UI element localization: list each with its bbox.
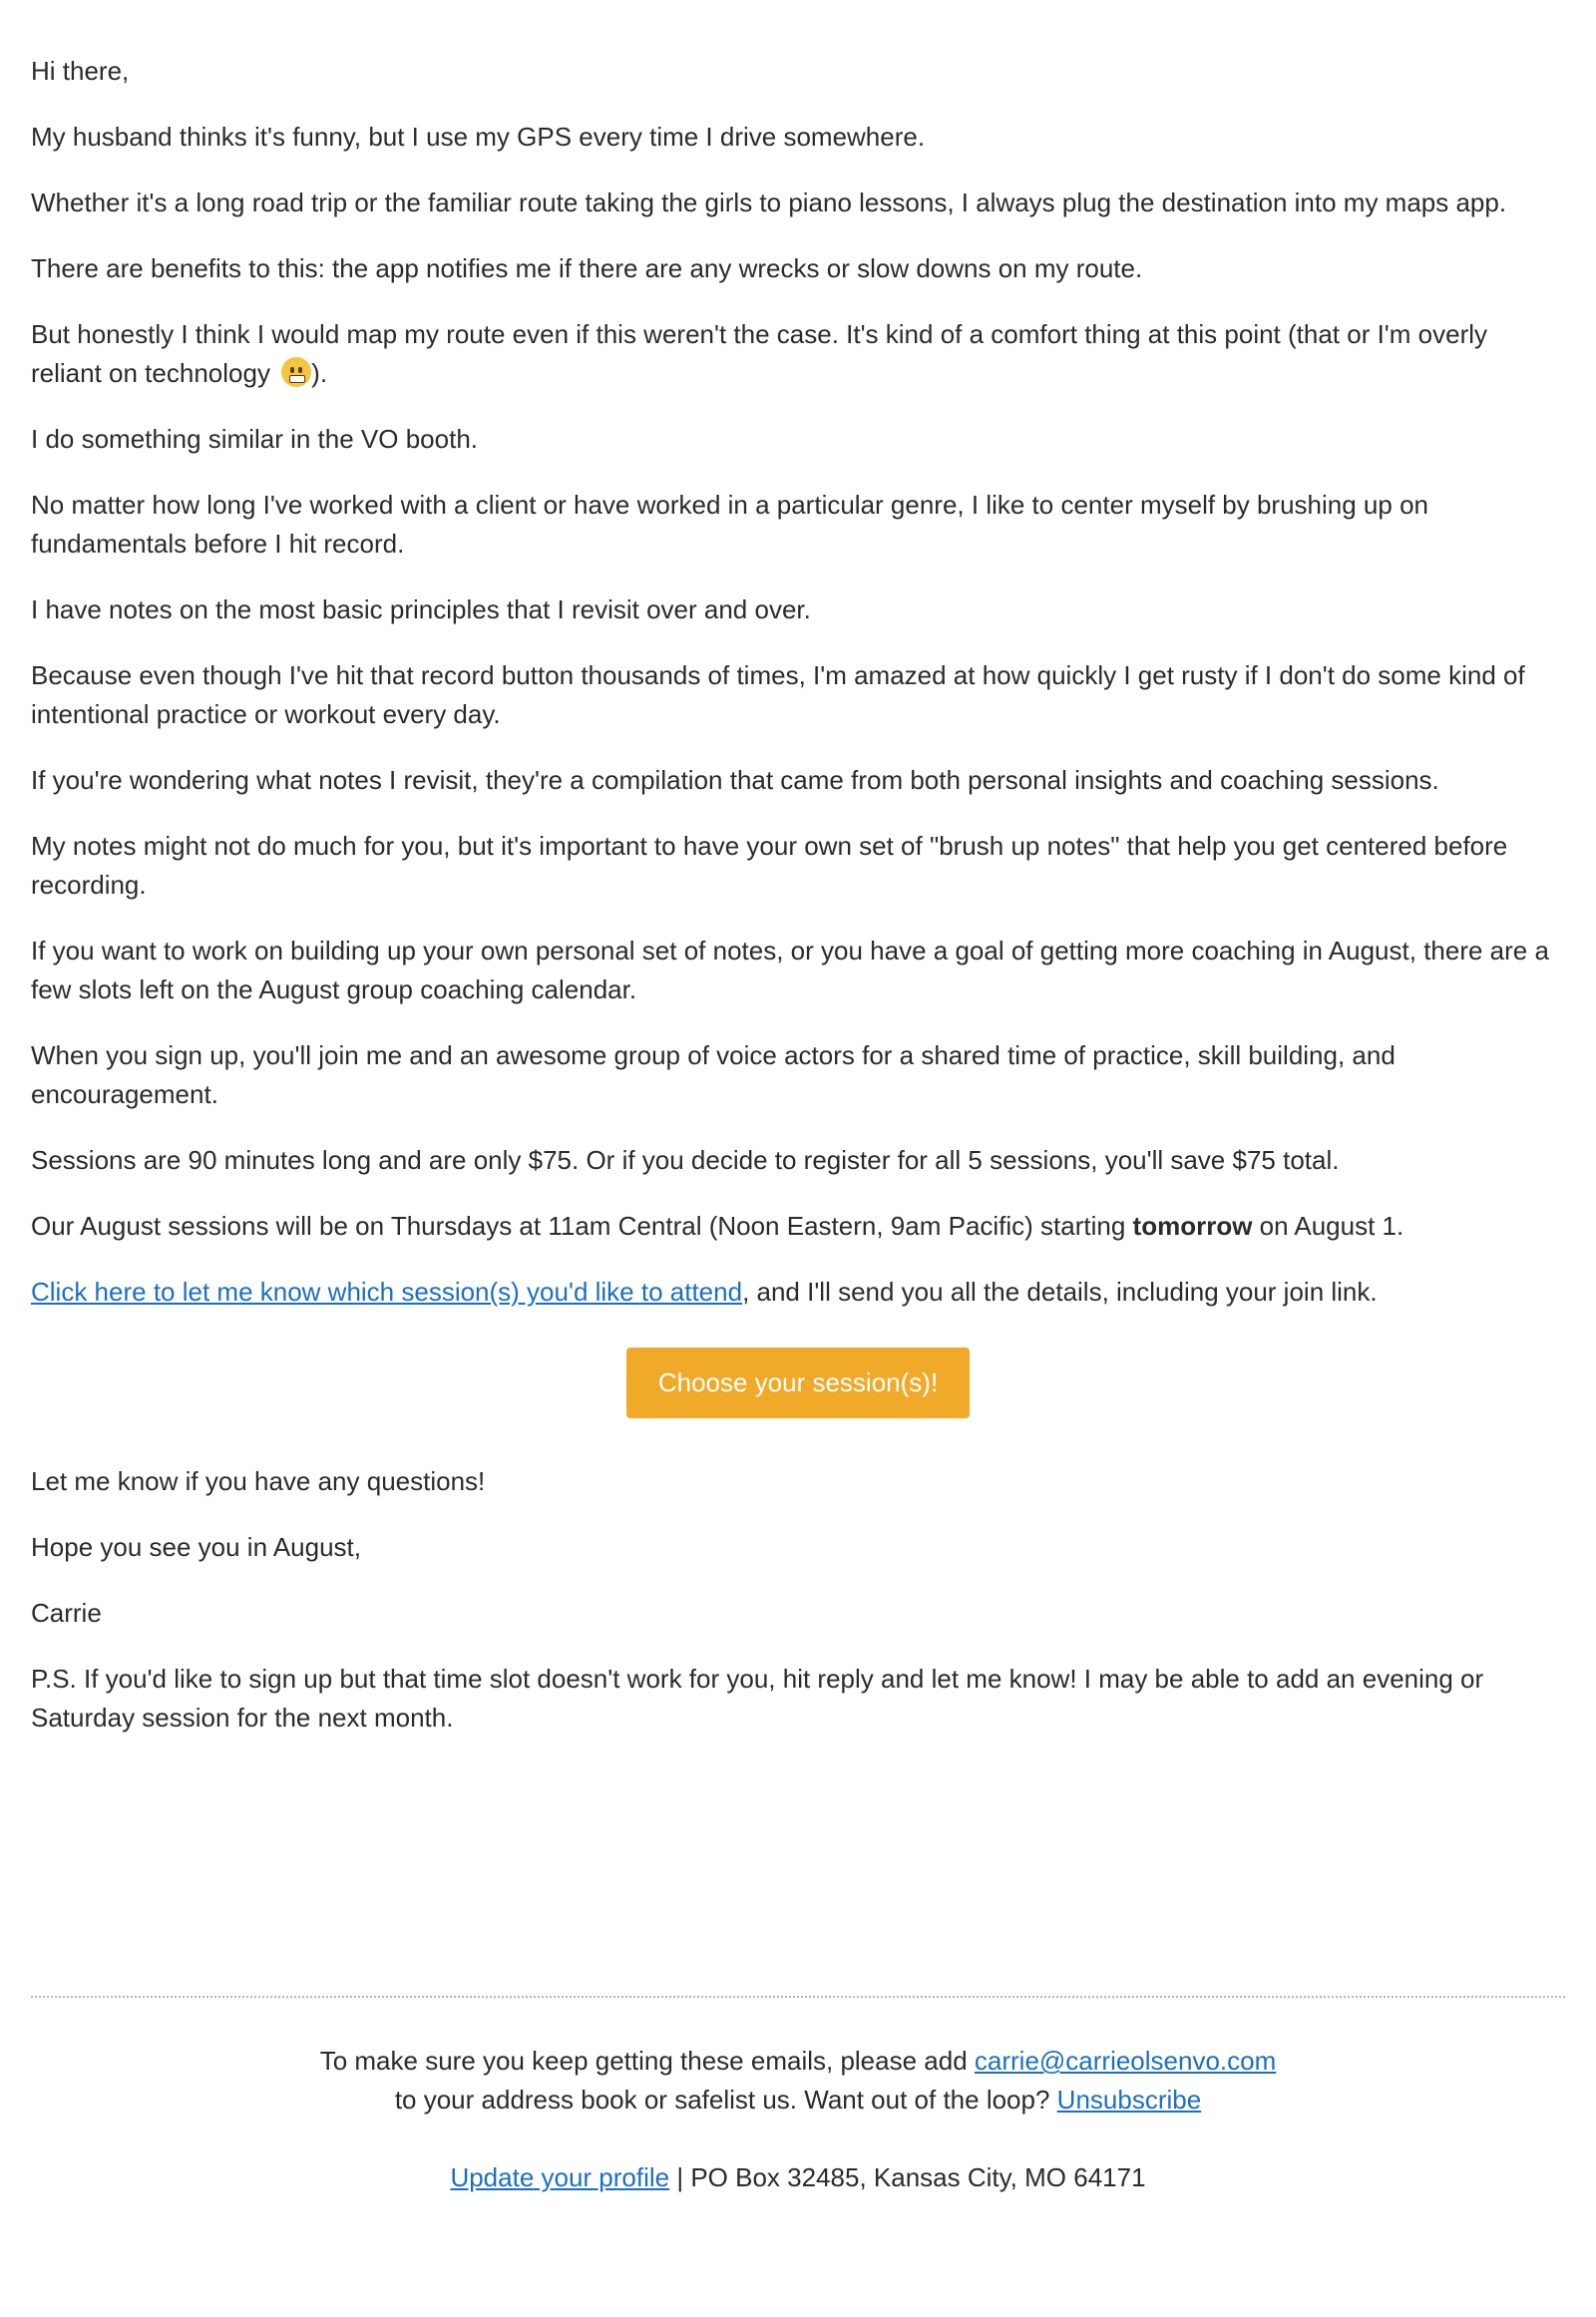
paragraph-questions: Let me know if you have any questions! [31,1466,486,1496]
greeting: Hi there, [31,56,130,86]
paragraph-comfort-text: But honestly I think I would map my route even if this weren't the case. It's kind of a comfort thing at this point (that or I'm overly reliant on technology [31,319,1488,388]
footer-unsubscribe-text: to your address book or safelist us. Want out of the loop? [394,2085,1057,2115]
session-link-after: , and I'll send you all the details, including your join link. [742,1277,1378,1307]
postal-address: | PO Box 32485, Kansas City, MO 64171 [669,2162,1146,2192]
paragraph-comfort [31,315,1565,393]
paragraph-schedule [31,1207,1565,1246]
paragraph-session-link [31,1273,1565,1312]
paragraph-sign-up: When you sign up, you'll join me and an awesome group of voice actors for a shared time of practice, skill building, and encouragement. [31,1040,1396,1109]
paragraph-compilation: If you're wondering what notes I revisit, they're a compilation that came from both personal insights and coaching sessions. [31,765,1439,795]
signature: Carrie [31,1598,102,1628]
paragraph-rusty: Because even though I've hit that record button thousands of times, I'm amazed at how quickly I get rusty if I don't do some kind of intentional practice or workout every day. [31,660,1525,729]
paragraph-road-trip: Whether it's a long road trip or the familiar route taking the girls to piano lessons, I always plug the destination into my maps app. [31,188,1507,217]
paragraph-notes: I have notes on the most basic principles that I revisit over and over. [31,594,811,624]
paragraph-brush-up: My notes might not do much for you, but it's important to have your own set of "brush up notes" that help you get centered before recording. [31,831,1508,900]
unsubscribe-link[interactable]: Unsubscribe [1056,2085,1202,2115]
schedule-end: on August 1. [1252,1211,1404,1241]
footer-address-line [0,2158,1596,2197]
footer-safelist-line [0,2042,1596,2081]
postscript: P.S. If you'd like to sign up but that time slot doesn't work for you, hit reply and let me know! I may be able to add an evening or Saturday session for the next month. [31,1664,1484,1733]
paragraph-benefits: There are benefits to this: the app notifies me if there are any wrecks or slow downs on my route. [31,253,1143,283]
paragraph-vo-booth: I do something similar in the VO booth. [31,424,479,454]
cta-container [31,1348,1565,1418]
update-profile-link[interactable]: Update your profile [450,2162,670,2192]
choose-session-button[interactable]: Choose your session(s)! [626,1348,970,1418]
paragraph-fundamentals: No matter how long I've worked with a client or have worked in a particular genre, I like to center myself by brushing up on fundamentals before I hit record. [31,490,1428,559]
email-footer [0,1998,1596,2197]
footer-safelist-text: To make sure you keep getting these emails, please add [319,2046,975,2076]
paragraph-pricing: Sessions are 90 minutes long and are only $75. Or if you decide to register for all 5 sessions, you'll save $75 total. [31,1145,1340,1175]
paragraph-closing: Hope you see you in August, [31,1532,362,1562]
paragraph-coaching: If you want to work on building up your own personal set of notes, or you have a goal of getting more coaching in August, there are a few slots left on the August group coaching calendar. [31,936,1549,1004]
paragraph-comfort-end: ). [311,358,328,388]
grimacing-face-icon [281,357,311,387]
paragraph-gps: My husband thinks it's funny, but I use my GPS every time I drive somewhere. [31,122,926,152]
sender-email-link[interactable]: carrie@carrieolsenvo.com [974,2046,1277,2076]
session-select-link[interactable]: Click here to let me know which session(s) you'd like to attend [31,1277,743,1307]
schedule-text: Our August sessions will be on Thursdays at 11am Central (Noon Eastern, 9am Pacific) starting [31,1211,1133,1241]
schedule-bold: tomorrow [1132,1211,1253,1241]
footer-unsubscribe-line [0,2081,1596,2120]
